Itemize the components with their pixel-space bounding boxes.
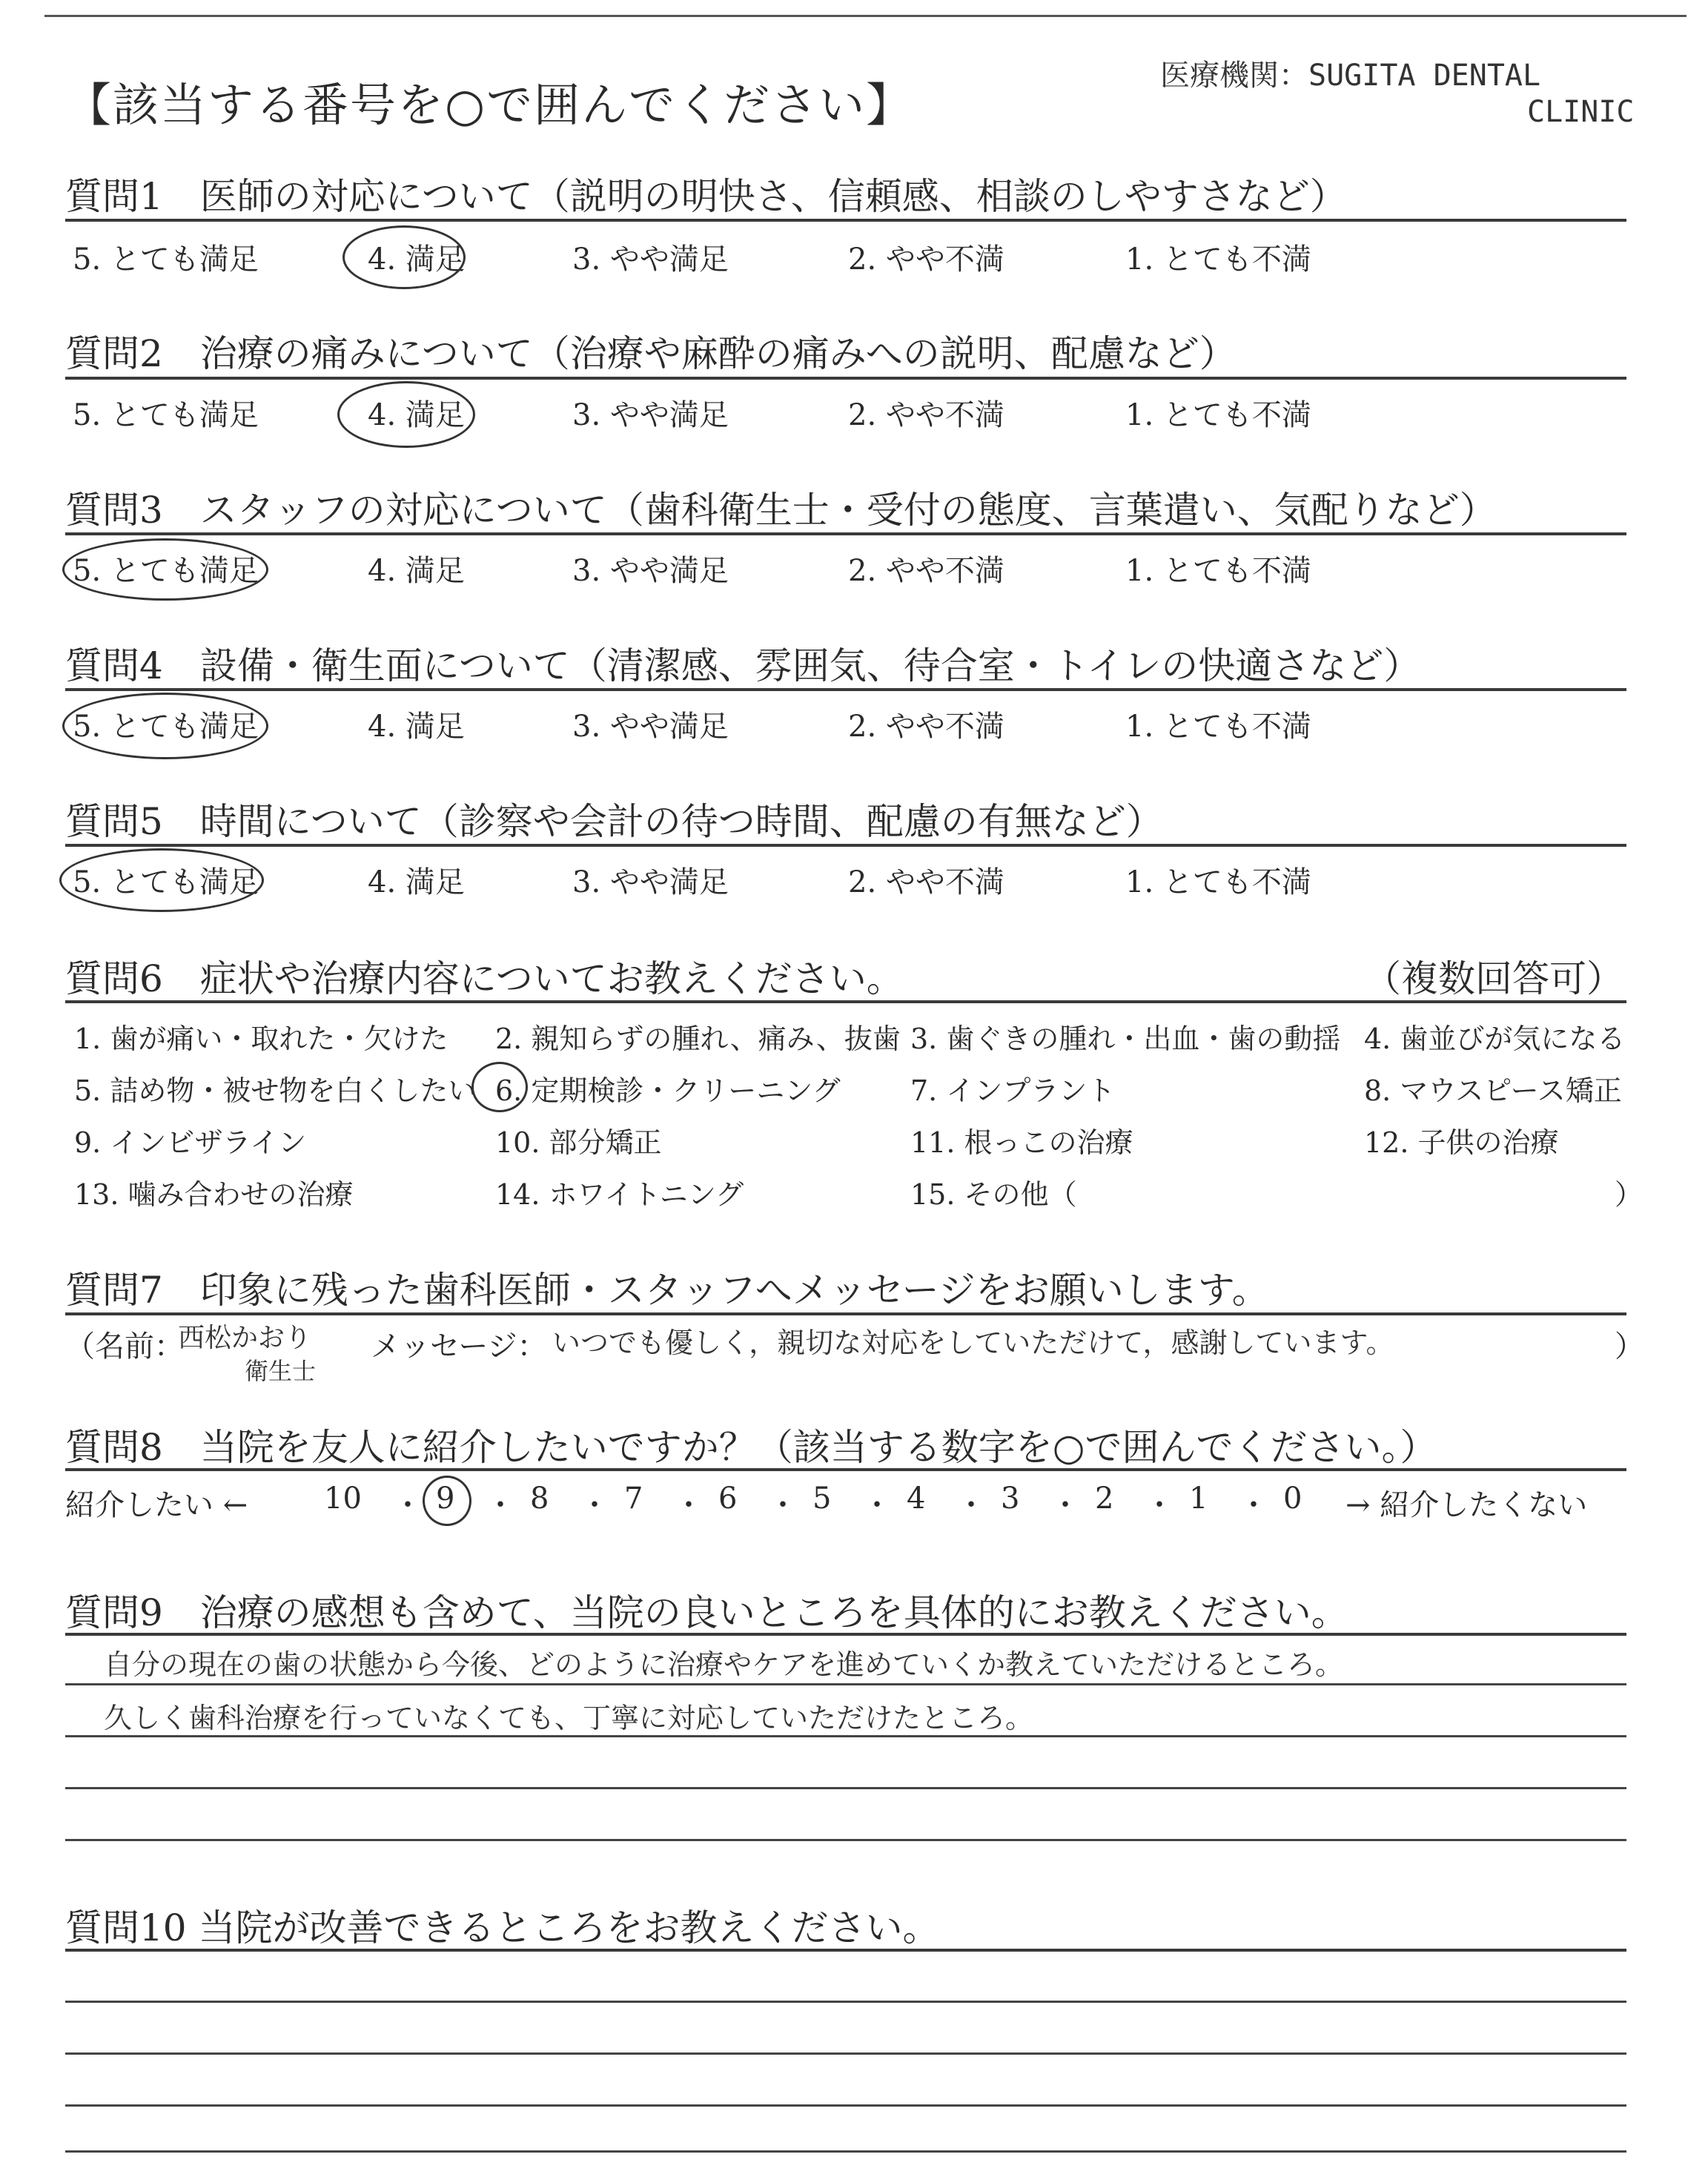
q8-scale-0[interactable]: 0 bbox=[1283, 1482, 1302, 1516]
page-top-border bbox=[44, 15, 1687, 17]
q7-message-label: メッセージ： bbox=[371, 1330, 547, 1364]
q6-item-3[interactable]: 3. 歯ぐきの腫れ・出血・歯の動揺 bbox=[910, 1023, 1341, 1055]
q8-scale-9[interactable]: 9 bbox=[436, 1482, 455, 1516]
q10-answer-rule-3 bbox=[65, 2104, 1626, 2107]
question-4-rule bbox=[65, 688, 1626, 691]
q6-item-12[interactable]: 12. 子供の治療 bbox=[1364, 1126, 1559, 1159]
q5-option-4[interactable]: 4. 満足 bbox=[368, 865, 465, 899]
q6-item-2[interactable]: 2. 親知らずの腫れ、痛み、抜歯 bbox=[495, 1023, 901, 1055]
q4-option-4[interactable]: 4. 満足 bbox=[368, 710, 465, 744]
q3-option-4[interactable]: 4. 満足 bbox=[368, 554, 465, 588]
q9-answer-line-2[interactable]: 久しく歯科治療を行っていなくても、丁寧に対応していただけたところ。 bbox=[104, 1702, 1034, 1734]
q8-scale-1[interactable]: 1 bbox=[1189, 1482, 1208, 1516]
q9-answer-rule-1 bbox=[65, 1683, 1626, 1685]
q2-option-3[interactable]: 3. やや満足 bbox=[572, 398, 729, 432]
question-6-note: （複数回答可） bbox=[1364, 957, 1623, 1000]
q3-option-3[interactable]: 3. やや満足 bbox=[572, 554, 729, 588]
q1-option-3[interactable]: 3. やや満足 bbox=[572, 242, 729, 277]
q8-separator: ・ bbox=[1050, 1488, 1080, 1522]
q8-separator: ・ bbox=[768, 1488, 798, 1522]
q6-item-9[interactable]: 9. インビザライン bbox=[74, 1126, 307, 1159]
q9-answer-rule-3 bbox=[65, 1787, 1626, 1789]
q8-left-label: 紹介したい ← bbox=[65, 1488, 248, 1522]
question-1-title: 質問1 医師の対応について（説明の明快さ、信頼感、相談のしやすさなど） bbox=[65, 175, 1347, 218]
q8-separator: ・ bbox=[486, 1488, 515, 1522]
q8-scale-4[interactable]: 4 bbox=[907, 1482, 926, 1516]
q2-option-2[interactable]: 2. やや不満 bbox=[848, 398, 1004, 432]
q6-item-15[interactable]: 15. その他（ bbox=[910, 1178, 1077, 1211]
question-6-title: 質問6 症状や治療内容についてお教えください。 bbox=[65, 957, 904, 1000]
q5-option-3[interactable]: 3. やや満足 bbox=[572, 865, 729, 899]
q6-item-6[interactable]: 6. 定期検診・クリーニング bbox=[495, 1074, 841, 1107]
q8-separator: ・ bbox=[1239, 1488, 1268, 1522]
question-7-title: 質問7 印象に残った歯科医師・スタッフへメッセージをお願いします。 bbox=[65, 1269, 1269, 1312]
institution-line-2: CLINIC bbox=[1527, 95, 1635, 129]
q7-message-value[interactable]: いつでも優しく，親切な対応をしていただけて，感謝しています。 bbox=[552, 1327, 1394, 1359]
q8-separator: ・ bbox=[393, 1488, 423, 1522]
q3-option-5[interactable]: 5. とても満足 bbox=[73, 554, 259, 588]
q6-item-13[interactable]: 13. 噛み合わせの治療 bbox=[74, 1178, 354, 1211]
q8-separator: ・ bbox=[862, 1488, 892, 1522]
question-5-rule bbox=[65, 844, 1626, 847]
q7-close: ） bbox=[1615, 1330, 1644, 1364]
question-8-title: 質問8 当院を友人に紹介したいですか？（該当する数字を○で囲んでください。） bbox=[65, 1426, 1437, 1469]
question-7-rule bbox=[65, 1312, 1626, 1315]
question-5-title: 質問5 時間について（診察や会計の待つ時間、配慮の有無など） bbox=[65, 800, 1163, 843]
q2-option-1[interactable]: 1. とても不満 bbox=[1125, 398, 1311, 432]
q10-answer-rule-4 bbox=[65, 2150, 1626, 2153]
q6-item-1[interactable]: 1. 歯が痛い・取れた・欠けた bbox=[74, 1023, 448, 1055]
q7-name-label: （名前： bbox=[65, 1330, 184, 1364]
q3-selection-circle bbox=[62, 538, 268, 601]
q2-option-4[interactable]: 4. 満足 bbox=[368, 398, 465, 432]
q4-option-5[interactable]: 5. とても満足 bbox=[73, 710, 259, 744]
q7-name-value[interactable]: 西松かおり bbox=[178, 1323, 312, 1353]
question-8-rule bbox=[65, 1468, 1626, 1471]
q9-answer-rule-2 bbox=[65, 1735, 1626, 1737]
institution-line-1: 医療機関：SUGITA DENTAL bbox=[1160, 59, 1541, 93]
q10-answer-rule-1 bbox=[65, 2001, 1626, 2003]
q8-separator: ・ bbox=[674, 1488, 704, 1522]
q6-item-4[interactable]: 4. 歯並びが気になる bbox=[1364, 1023, 1626, 1055]
q4-option-2[interactable]: 2. やや不満 bbox=[848, 710, 1004, 744]
question-6-rule bbox=[65, 1000, 1626, 1003]
q9-answer-rule-4 bbox=[65, 1839, 1626, 1841]
q8-scale-7[interactable]: 7 bbox=[624, 1482, 643, 1516]
q4-option-3[interactable]: 3. やや満足 bbox=[572, 710, 729, 744]
q3-option-2[interactable]: 2. やや不満 bbox=[848, 554, 1004, 588]
q7-name-role: 衛生士 bbox=[245, 1357, 317, 1385]
question-9-rule bbox=[65, 1633, 1626, 1636]
q6-selection-circle bbox=[471, 1062, 528, 1112]
q5-option-2[interactable]: 2. やや不満 bbox=[848, 865, 1004, 899]
q4-selection-circle bbox=[62, 693, 268, 759]
q2-selection-circle bbox=[337, 381, 475, 448]
q6-item-11[interactable]: 11. 根っこの治療 bbox=[910, 1126, 1133, 1159]
question-3-rule bbox=[65, 532, 1626, 535]
q8-separator: ・ bbox=[1145, 1488, 1174, 1522]
q6-item-15-close: ） bbox=[1615, 1178, 1644, 1211]
q8-right-label: → 紹介したくない bbox=[1345, 1488, 1588, 1522]
question-9-title: 質問9 治療の感想も含めて、当院の良いところを具体的にお教えください。 bbox=[65, 1591, 1348, 1634]
question-4-title: 質問4 設備・衛生面について（清潔感、雰囲気、待合室・トイレの快適さなど） bbox=[65, 644, 1421, 687]
q1-option-5[interactable]: 5. とても満足 bbox=[73, 242, 259, 277]
question-2-rule bbox=[65, 377, 1626, 380]
q1-option-4[interactable]: 4. 満足 bbox=[368, 242, 465, 277]
q1-option-1[interactable]: 1. とても不満 bbox=[1125, 242, 1311, 277]
q8-separator: ・ bbox=[580, 1488, 609, 1522]
q6-item-8[interactable]: 8. マウスピース矯正 bbox=[1364, 1074, 1622, 1107]
q8-selection-circle bbox=[423, 1476, 471, 1526]
q8-scale-8[interactable]: 8 bbox=[530, 1482, 549, 1516]
q6-item-10[interactable]: 10. 部分矯正 bbox=[495, 1126, 662, 1159]
q3-option-1[interactable]: 1. とても不満 bbox=[1125, 554, 1311, 588]
question-3-title: 質問3 スタッフの対応について（歯科衛生士・受付の態度、言葉遣い、気配りなど） bbox=[65, 489, 1497, 532]
page-title: 【該当する番号を○で囲んでください】 bbox=[65, 78, 914, 132]
q8-separator: ・ bbox=[956, 1488, 986, 1522]
q6-item-14[interactable]: 14. ホワイトニング bbox=[495, 1178, 744, 1211]
q8-scale-3[interactable]: 3 bbox=[1001, 1482, 1020, 1516]
q4-option-1[interactable]: 1. とても不満 bbox=[1125, 710, 1311, 744]
q9-answer-line-1[interactable]: 自分の現在の歯の状態から今後、どのように治療やケアを進めていくか教えていただけるところ。 bbox=[104, 1648, 1344, 1681]
question-1-rule bbox=[65, 219, 1626, 222]
question-10-title: 質問10 当院が改善できるところをお教えください。 bbox=[65, 1906, 940, 1949]
q5-option-5[interactable]: 5. とても満足 bbox=[73, 865, 259, 899]
q10-answer-rule-2 bbox=[65, 2052, 1626, 2055]
q8-scale-2[interactable]: 2 bbox=[1095, 1482, 1114, 1516]
q8-scale-10[interactable]: 10 bbox=[324, 1482, 362, 1516]
q8-scale-6[interactable]: 6 bbox=[718, 1482, 738, 1516]
q5-option-1[interactable]: 1. とても不満 bbox=[1125, 865, 1311, 899]
q6-item-5[interactable]: 5. 詰め物・被せ物を白くしたい bbox=[74, 1074, 477, 1107]
q5-selection-circle bbox=[59, 848, 264, 912]
question-10-rule bbox=[65, 1949, 1626, 1952]
question-2-title: 質問2 治療の痛みについて（治療や麻酔の痛みへの説明、配慮など） bbox=[65, 332, 1237, 375]
q2-option-5[interactable]: 5. とても満足 bbox=[73, 398, 259, 432]
q1-option-2[interactable]: 2. やや不満 bbox=[848, 242, 1004, 277]
q8-scale-5[interactable]: 5 bbox=[812, 1482, 832, 1516]
q1-selection-circle bbox=[342, 225, 466, 289]
q6-item-7[interactable]: 7. インプラント bbox=[910, 1074, 1116, 1107]
